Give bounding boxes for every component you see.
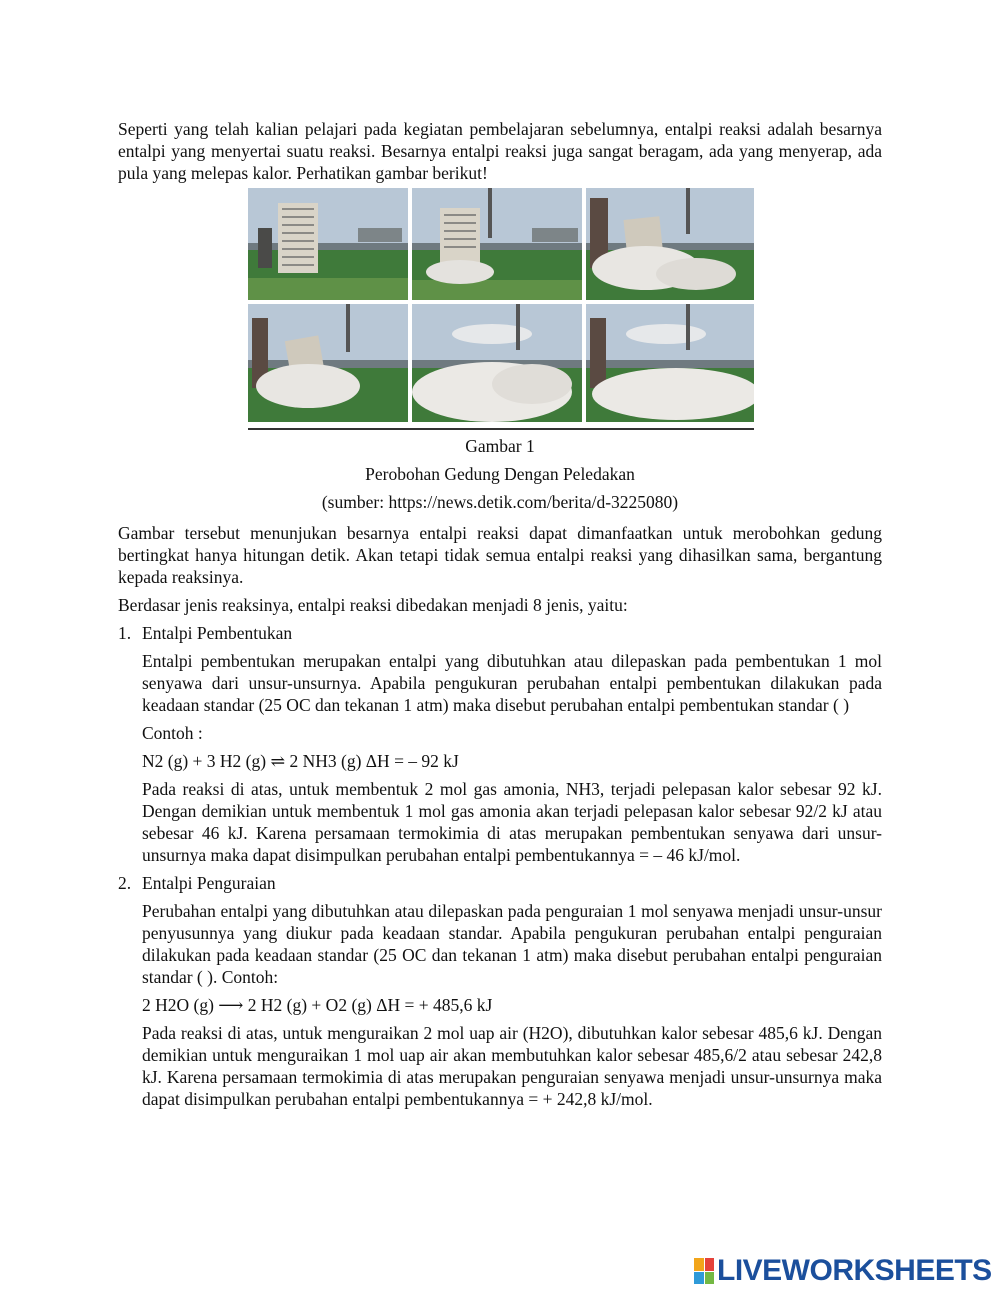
list-item-2-body [142,900,882,1110]
intro-paragraph: Seperti yang telah kalian pelajari pada kegiatan pembelajaran sebelumnya, entalpi reaksi adalah besarnya entalpi yang menyertai suatu reaksi. Besarnya entalpi reaksi juga sangat beragam, ada yang menyerap, ada pula yang melepas kalor. Perhatikan gambar berikut! [118,119,882,183]
list-item-1-body [142,650,882,866]
figure-1 [248,188,754,430]
demolition-photo-1 [248,188,408,300]
list-item-1-header [118,622,882,644]
list-explanation: Pada reaksi di atas, untuk menguraikan 2 mol uap air (H2O), dibutuhkan kalor sebesar 485,6 kJ. Dengan demikian untuk menguraikan 1 mol uap air akan membutuhkan kalor sebesar 485,6/2 atau sebesar 242,8 kJ. Karena persamaan termokimia di atas merupakan penguraian senyawa menjadi unsur-unsurnya maka dapat disimpulkan perubahan entalpi pembentukannya = + 242,8 kJ/mol. [142,1023,882,1109]
demolition-photo-4 [248,304,408,422]
liveworksheets-logo [694,1256,992,1286]
list-number: 2. [118,873,132,893]
list-heading: Entalpi Pembentukan [142,623,293,643]
list-number: 1. [118,623,132,643]
figure-caption [118,432,882,516]
demolition-photo-grid [248,188,754,424]
document-page [118,118,882,1110]
demolition-photo-6 [586,304,754,422]
logo-text: LIVEWORKSHEETS [717,1254,992,1287]
reaction-equation: 2 H2O (g) ⟶ 2 H2 (g) + O2 (g) ΔH = + 485,6 kJ [142,995,493,1015]
list-heading: Entalpi Penguraian [142,873,276,893]
paragraph-explanation: Gambar tersebut menunjukan besarnya entalpi reaksi dapat dimanfaatkan untuk merobohkan gedung bertingkat hanya hitungan detik. Akan tetapi tidak semua entalpi reaksi yang dihasilkan sama, bergantung kepada reaksinya. [118,523,882,587]
figure-title: Perobohan Gedung Dengan Peledakan [365,464,635,484]
figure-rule [248,428,754,430]
list-explanation: Pada reaksi di atas, untuk membentuk 2 mol gas amonia, NH3, terjadi pelepasan kalor sebesar 92 kJ. Dengan demikian untuk membentuk 1 mol gas amonia akan terjadi pelepasan kalor sebesar 92/2 kJ atau sebesar 46 kJ. Karena persamaan termokimia di atas merupakan pembentukan senyawa dari unsur-unsurnya maka dapat disimpulkan perubahan entalpi pembentukannya = – 46 kJ/mol. [142,779,882,865]
paragraph-types: Berdasar jenis reaksinya, entalpi reaksi dibedakan menjadi 8 jenis, yaitu: [118,595,628,615]
list-text: Perubahan entalpi yang dibutuhkan atau dilepaskan pada penguraian 1 mol senyawa menjadi unsur-unsur penyusunnya yang diukur pada keadaan standar. Apabila pengukuran perubahan entalpi penguraian dilakukan pada keadaan standar (25 OC dan tekanan 1 atm) maka disebut perubahan entalpi penguraian standar ( ). Contoh: [142,901,882,987]
figure-label: Gambar 1 [465,436,535,456]
liveworksheets-logo-icon [694,1258,714,1284]
list-text: Entalpi pembentukan merupakan entalpi yang dibutuhkan atau dilepaskan pada pembentukan 1 mol senyawa dari unsur-unsurnya. Apabila pengukuran perubahan entalpi pembentukan dilakukan pada keadaan standar (25 OC dan tekanan 1 atm) maka disebut perubahan entalpi pembentukan standar ( ) [142,651,882,715]
list-item-2-header [118,872,882,894]
figure-source: (sumber: https://news.detik.com/berita/d-3225080) [321,492,679,512]
demolition-photo-5 [412,304,582,422]
demolition-photo-2 [412,188,582,300]
reaction-equation: N2 (g) + 3 H2 (g) ⇌ 2 NH3 (g) ΔH = – 92 kJ [142,751,459,771]
example-label: Contoh : [142,723,203,743]
demolition-photo-3 [586,188,754,300]
